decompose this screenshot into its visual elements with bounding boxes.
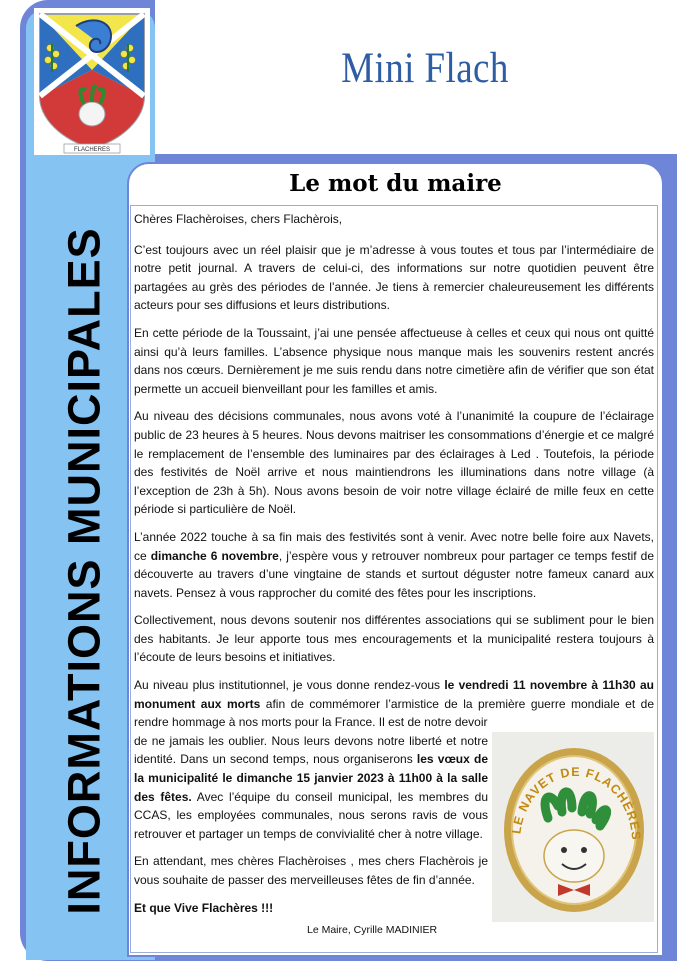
vertical-title-text: INFORMATIONS MUNICIPALES: [59, 227, 110, 915]
article-heading: Le mot du maire: [289, 170, 502, 197]
paragraph-4: L’année 2022 touche à sa fin mais des festivités sont à venir. Avec notre belle foire aux Navets, ce dimanche 6 novembre, j’espère vous y retrouver nombreux pour partager ce temps festif de découverte au travers d’une vingtaine de stands et surtout déguster notre fameux canard aux navets. Pensez à vous rapprocher du comité des fêtes pour les inscriptions.: [134, 529, 655, 600]
salutation: Chères Flachèroises, chers Flachèrois,: [134, 212, 343, 226]
paragraph-5: Collectivement, nous devons soutenir nos différentes associations qui se subliment pour le bien des habitants. Je leur apporte tous mes encouragements et la municipalité restera toujours à l’écoute de leurs besoins et initiatives.: [134, 613, 654, 665]
paragraph-2: En cette période de la Toussaint, j’ai une pensée affectueuse à celles et ceux qui nous ont quitté ainsi qu’à leurs familles. L’absence physique nous manque mais les souvenirs restent ancrés dans nos cœurs. Dernièrement je me suis rendu dans notre cimetière afin de vérifier que son état permette un accueil bienveillant pour les familles et amis.: [134, 325, 654, 396]
highlight-wishes: les vœux de la municipalité le dimanche 15 janvier 2023 à 11h00 à la salle des fêtes.: [134, 752, 488, 804]
paragraph-8: En attendant, mes chères Flachèroises , mes chers Flachèrois je vous souhaite de passer des merveilleuses fêtes de fin d’année.: [134, 854, 488, 887]
text-beside-photo: [134, 732, 488, 917]
coat-of-arms-logo: [34, 8, 150, 155]
paragraph-7: de ne jamais les oublier. Nous leurs devons notre liberté et notre identité. Dans un second temps, nous organiserons les vœux de la municipalité le dimanche 15 janvier 2023 à 11h00 à la salle des fêtes. Avec l’équipe du conseil municipal, les membres du CCAS, les employées communales, nous serons ravis de vous retrouver et partager un temps de convivialité cher à notre village.: [134, 733, 488, 841]
crest-caption: FLACHERES: [73, 147, 111, 153]
closing-line: Et que Vive Flachères !!!: [134, 900, 274, 915]
highlight-date: dimanche 6 novembre: [150, 548, 279, 563]
paragraph-1: C’est toujours avec un réel plaisir que je m’adresse à vous toutes et tous par l’intermédiaire de notre petit journal. A travers de celui-ci, des informations sur notre quotidien peuvent être partagées au grès des périodes de l’année. Je tiens à remercier chaleureusement les différents acteurs pour ses diffusions et leurs distributions.: [134, 242, 654, 313]
paragraph-3: Au niveau des décisions communales, nous avons voté à l’unanimité la coupure de l’éclairage public de 23 heures à 5 heures. Nous devons maitriser les consommations d’énergie et ce malgré le remplacement de l’ensemble des luminaires par des éclairages à Led . Toutefois, la période des festivités de Noël arrive et nous maintiendrons les illuminations dans notre village (à l’exception de 23h à 5h). Nous avons besoin de voir notre village éclairé de mille feux en cette période si particulière de Noël.: [134, 409, 654, 517]
navet-badge-photo: [492, 732, 654, 922]
issue-number: ANNEE 2022– N°29: [198, 137, 298, 149]
highlight-ceremony: le vendredi 11 novembre à 11h30 au monument aux morts: [134, 678, 655, 711]
newsletter-title: Mini Flach: [341, 45, 509, 92]
issue-period: NOVEMBRE-DECEMBRE: [418, 129, 566, 138]
paragraph-6: Au niveau plus institutionnel, je vous donne rendez-vous le vendredi 11 novembre à 11h30 au monument aux morts afin de commémorer l’armistice de la première guerre mondiale et de rendre hommage à nos morts pour la France. Il est de notre devoir: [134, 678, 655, 730]
signature: Le Maire, Cyrille MADINIER: [307, 924, 438, 936]
vertical-section-title: [50, 227, 120, 915]
badge-text: LE NAVET DE FLACHÈRES: [509, 764, 644, 842]
